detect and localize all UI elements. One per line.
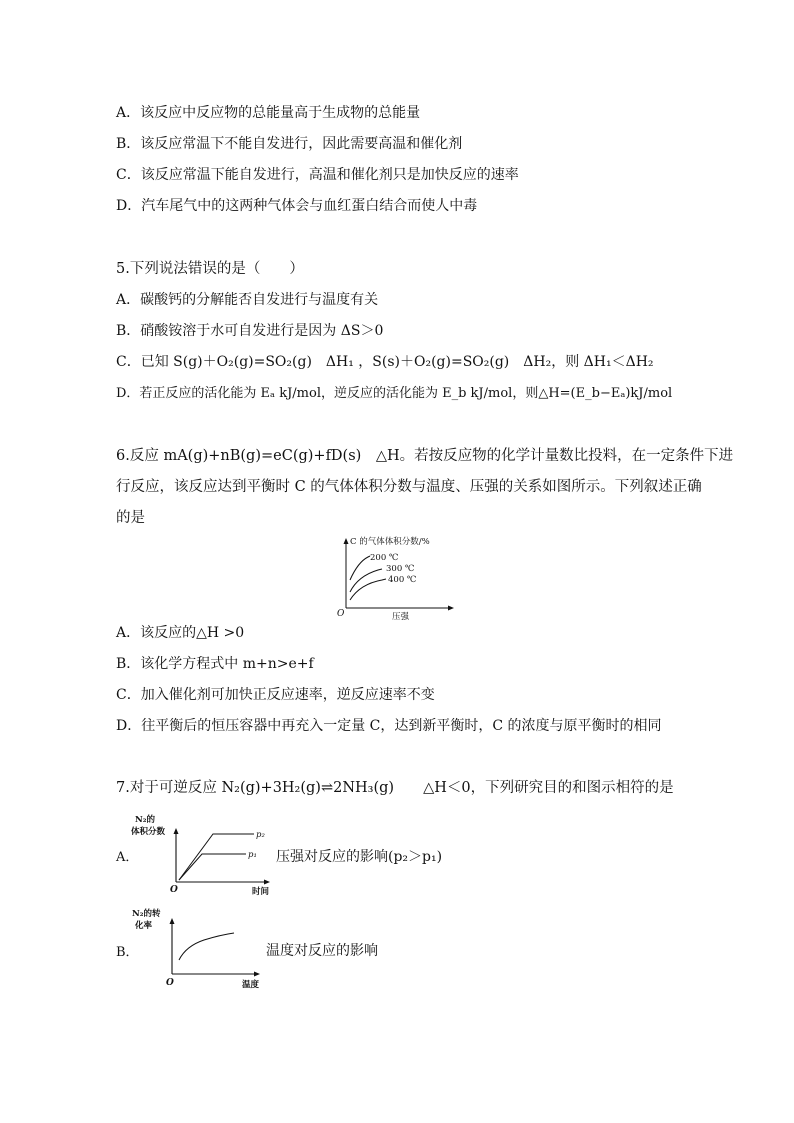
q7a-label-p2: p₂: [256, 830, 265, 840]
q7a-ylabel-line2: 体积分数: [131, 827, 166, 837]
q7b-ylabel-line1: N₂的转: [132, 909, 161, 919]
q7a-origin: O: [170, 885, 178, 895]
q4-option-a: A．该反应中反应物的总能量高于生成物的总能量: [116, 105, 421, 121]
q6-option-c: C．加入催化剂可加快正反应速率，逆反应速率不变: [116, 687, 435, 703]
q7-graph-b: [126, 906, 266, 990]
q6-curve-400: [350, 579, 386, 600]
q7-graph-a: [126, 812, 278, 898]
q7-option-a-tag: A．: [116, 850, 139, 865]
q6-graph: [330, 530, 470, 620]
q6-curve-label-200: 200 ℃: [370, 553, 399, 563]
q7-option-a-caption: 压强对反应的影响(p₂＞p₁): [276, 849, 443, 865]
q5-option-d: D．若正反应的活化能为 Eₐ kJ/mol，逆反应的活化能为 E_b kJ/mol，则△H=(E_b−Eₐ)kJ/mol: [116, 386, 673, 401]
q6-option-d: D．往平衡后的恒压容器中再充入一定量 C，达到新平衡时，C 的浓度与原平衡时的相同: [116, 718, 662, 734]
q6-curve-200: [350, 556, 370, 580]
q6-graph-origin: O: [337, 609, 345, 619]
q6-stem-line1: 6.反应 mA(g)+nB(g)=eC(g)+fD(s) △H。若按反应物的化学计量数比投料，在一定条件下进: [116, 448, 734, 464]
q7b-curve: [179, 933, 234, 960]
q5-stem: 5.下列说法错误的是（ ）: [116, 261, 304, 277]
q5-option-a: A．碳酸钙的分解能否自发进行与温度有关: [116, 292, 379, 308]
q7-option-b-tag: B．: [116, 945, 139, 960]
q6-graph-ylabel: C 的气体体积分数/%: [350, 537, 430, 547]
q7a-ylabel-line1: N₂的: [135, 815, 155, 825]
q6-curve-300: [350, 569, 382, 592]
q7a-curve-p2: [179, 834, 254, 880]
q5-option-b: B．硝酸铵溶于水可自发进行是因为 ΔS＞0: [116, 323, 384, 339]
q7b-ylabel-line2: 化率: [135, 921, 153, 931]
q5-option-c: C．已知 S(g)＋O₂(g)=SO₂(g) ΔH₁ ，S(s)＋O₂(g)=SO₂(g) ΔH₂，则 ΔH₁＜ΔH₂: [116, 354, 654, 370]
q6-graph-xlabel: 压强: [392, 612, 410, 620]
q4-option-c: C．该反应常温下能自发进行，高温和催化剂只是加快反应的速率: [116, 167, 519, 183]
q7b-origin: O: [166, 978, 174, 988]
q6-stem-line2: 行反应，该反应达到平衡时 C 的气体体积分数与温度、压强的关系如图所示。下列叙述正确: [116, 479, 702, 495]
q6-option-b: B．该化学方程式中 m+n>e+f: [116, 656, 314, 672]
q4-option-d: D．汽车尾气中的这两种气体会与血红蛋白结合而使人中毒: [116, 198, 478, 214]
q7-stem: 7.对于可逆反应 N₂(g)+3H₂(g)⇌2NH₃(g) △H＜0，下列研究目的和图示相符的是: [116, 780, 674, 796]
q4-option-b: B．该反应常温下不能自发进行，因此需要高温和催化剂: [116, 136, 463, 152]
q6-curve-label-400: 400 ℃: [388, 575, 417, 585]
q7a-label-p1: p₁: [248, 850, 257, 860]
q6-curve-label-300: 300 ℃: [386, 564, 415, 574]
q6-option-a: A．该反应的△H >0: [116, 625, 245, 641]
q7-option-b-caption: 温度对反应的影响: [266, 943, 378, 959]
q6-stem-line3: 的是: [116, 510, 145, 526]
q7a-xlabel: 时间: [252, 887, 270, 897]
q7b-xlabel: 温度: [242, 980, 260, 990]
